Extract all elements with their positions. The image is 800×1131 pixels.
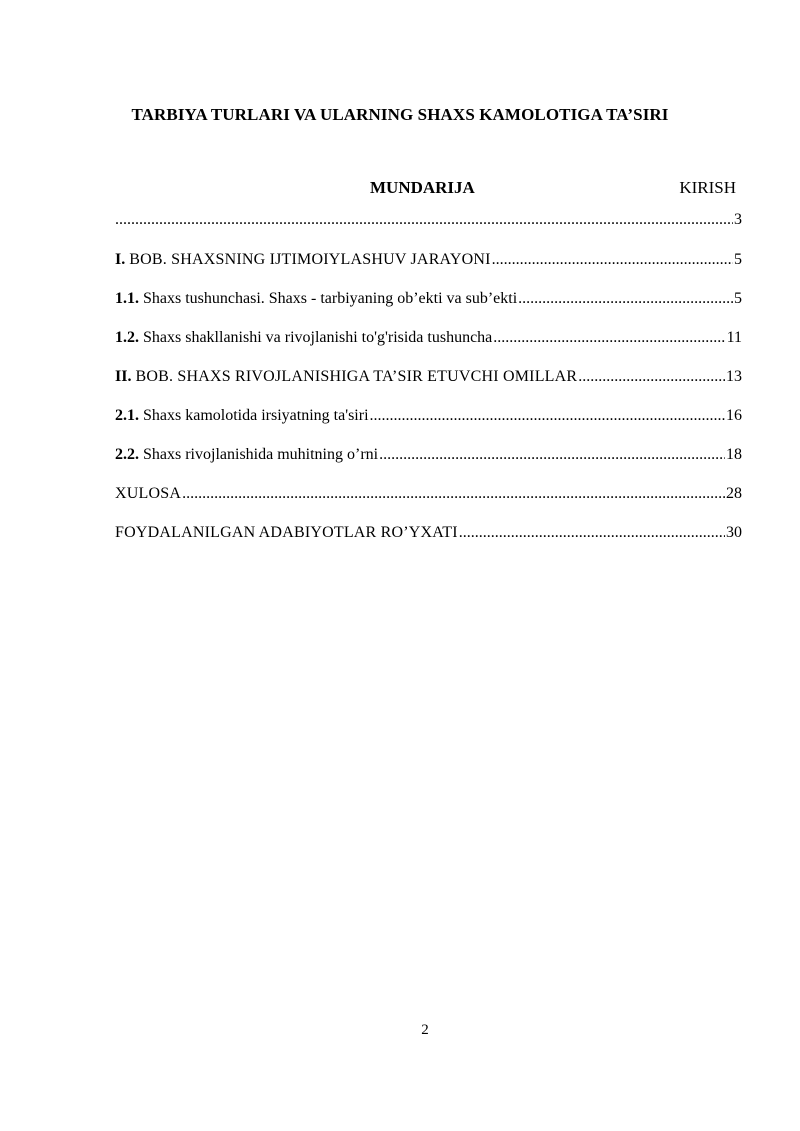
contents-heading: MUNDARIJA bbox=[370, 178, 475, 197]
toc-entry[interactable] bbox=[115, 329, 742, 353]
toc-leader-dots bbox=[459, 524, 725, 542]
document-title: TARBIYA TURLARI VA ULARNING SHAXS KAMOLOTIGA TA’SIRI bbox=[131, 105, 669, 124]
toc-title: XULOSA bbox=[115, 485, 182, 502]
toc-title: FOYDALANILGAN ADABIYOTLAR RO’YXATI bbox=[115, 524, 458, 541]
toc-page-number: 5 bbox=[734, 290, 742, 307]
toc-leader-dots bbox=[115, 211, 733, 229]
toc-entry[interactable] bbox=[115, 524, 742, 548]
toc-entry[interactable] bbox=[115, 368, 742, 392]
toc-page-number: 16 bbox=[726, 407, 742, 424]
toc-page-number: 5 bbox=[734, 251, 742, 268]
toc-title: Shaxs tushunchasi. Shaxs - tarbiyaning ob’ekti va sub’ekti bbox=[143, 290, 518, 307]
toc-title: Shaxs shakllanishi va rivojlanishi to'g'risida tushuncha bbox=[143, 329, 493, 346]
toc-leader-dots bbox=[493, 329, 725, 347]
page-number: 2 bbox=[421, 1022, 429, 1038]
toc-page-number: 30 bbox=[726, 524, 742, 541]
toc-entry[interactable] bbox=[115, 485, 742, 509]
toc-page-number: 18 bbox=[726, 446, 742, 463]
toc-entry[interactable] bbox=[115, 446, 742, 470]
toc-number: 2.1. bbox=[115, 407, 139, 424]
toc-title: Shaxs rivojlanishida muhitning o’rni bbox=[143, 446, 379, 463]
toc-number: 2.2. bbox=[115, 446, 139, 463]
contents-heading-row bbox=[115, 178, 740, 200]
toc-leader-dots bbox=[578, 368, 725, 386]
toc-leader-dots bbox=[379, 446, 725, 464]
toc-page-number: 28 bbox=[726, 485, 742, 502]
toc-title: BOB. SHAXS RIVOJLANISHIGA TA’SIR ETUVCHI OMILLAR bbox=[135, 368, 578, 385]
toc-number: II. bbox=[115, 368, 132, 385]
toc-leader-dots bbox=[492, 251, 733, 269]
toc-leader-dots bbox=[518, 290, 733, 308]
toc-entry[interactable] bbox=[115, 290, 742, 314]
toc-number: 1.2. bbox=[115, 329, 139, 346]
toc-number: I. bbox=[115, 251, 126, 268]
toc-leader-dots bbox=[182, 485, 725, 503]
toc-page-number: 13 bbox=[726, 368, 742, 385]
intro-label: KIRISH bbox=[679, 178, 736, 197]
toc-title: Shaxs kamolotida irsiyatning ta'siri bbox=[143, 407, 369, 424]
toc-entry[interactable] bbox=[115, 407, 742, 431]
toc-entry-intro[interactable] bbox=[115, 211, 742, 235]
toc-page-number: 11 bbox=[726, 329, 742, 346]
toc-page-number: 3 bbox=[734, 211, 742, 228]
toc-leader-dots bbox=[370, 407, 725, 425]
toc-number: 1.1. bbox=[115, 290, 139, 307]
toc-title: BOB. SHAXSNING IJTIMOIYLASHUV JARAYONI bbox=[129, 251, 491, 268]
toc-entry[interactable] bbox=[115, 251, 742, 275]
